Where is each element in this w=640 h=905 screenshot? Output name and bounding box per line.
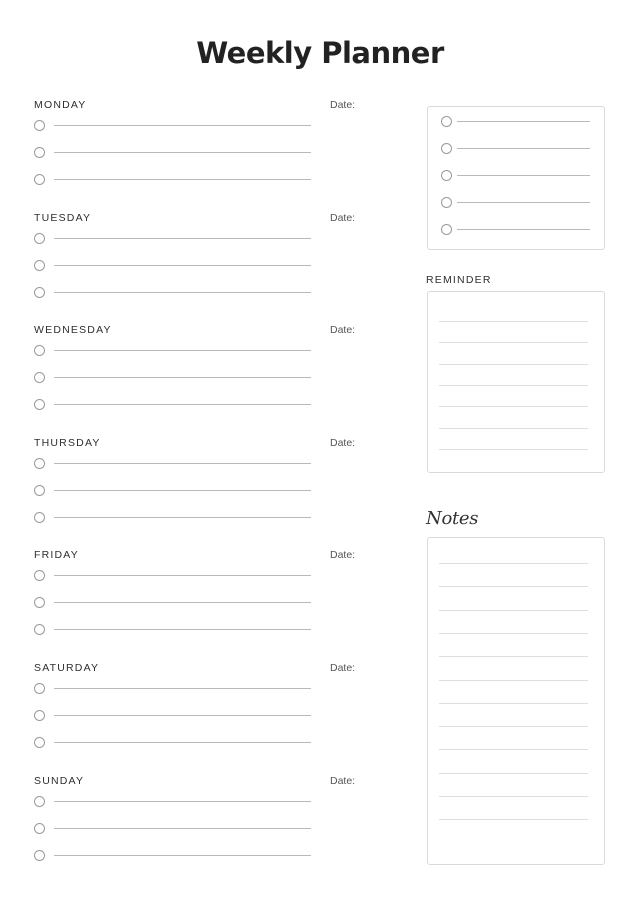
checkbox-circle[interactable] <box>34 120 45 131</box>
writing-line[interactable] <box>54 377 311 378</box>
writing-line[interactable] <box>54 350 311 351</box>
checklist-row <box>441 143 590 155</box>
writing-line[interactable] <box>54 292 311 293</box>
day-section-monday <box>0 99 420 211</box>
checklist-row <box>441 116 590 128</box>
day-name: TUESDAY <box>34 211 92 224</box>
checkbox-circle[interactable] <box>441 143 452 154</box>
checkbox-circle[interactable] <box>441 197 452 208</box>
checklist-box <box>427 106 605 250</box>
task-row <box>34 597 311 609</box>
writing-line[interactable] <box>54 152 311 153</box>
date-label: Date: <box>330 549 356 562</box>
writing-line[interactable] <box>54 404 311 405</box>
ruled-line[interactable] <box>439 342 588 343</box>
task-row <box>34 345 311 357</box>
ruled-line[interactable] <box>439 586 588 587</box>
checkbox-circle[interactable] <box>34 485 45 496</box>
task-row <box>34 737 311 749</box>
task-row <box>34 485 311 497</box>
task-row <box>34 570 311 582</box>
task-row <box>34 260 311 272</box>
date-label: Date: <box>330 436 356 449</box>
writing-line[interactable] <box>54 688 311 689</box>
reminder-label: REMINDER <box>426 274 492 286</box>
task-row <box>34 174 311 186</box>
checkbox-circle[interactable] <box>34 796 45 807</box>
checkbox-circle[interactable] <box>34 372 45 383</box>
checkbox-circle[interactable] <box>34 570 45 581</box>
checkbox-circle[interactable] <box>34 624 45 635</box>
task-row <box>34 512 311 524</box>
day-name: SUNDAY <box>34 774 85 787</box>
task-row <box>34 120 311 132</box>
writing-line[interactable] <box>54 490 311 491</box>
writing-line[interactable] <box>54 715 311 716</box>
checklist-row <box>441 170 590 182</box>
day-name: THURSDAY <box>34 436 101 449</box>
checkbox-circle[interactable] <box>441 116 452 127</box>
ruled-line[interactable] <box>439 796 588 797</box>
task-row <box>34 850 311 862</box>
ruled-line[interactable] <box>439 449 588 450</box>
ruled-line[interactable] <box>439 610 588 611</box>
writing-line[interactable] <box>54 179 311 180</box>
date-label: Date: <box>330 99 356 111</box>
writing-line[interactable] <box>54 742 311 743</box>
writing-line[interactable] <box>457 229 590 230</box>
ruled-line[interactable] <box>439 321 588 322</box>
checkbox-circle[interactable] <box>34 737 45 748</box>
checklist-row <box>441 224 590 236</box>
day-section-sunday <box>0 775 420 887</box>
ruled-line[interactable] <box>439 656 588 657</box>
page-title: Weekly Planner <box>196 36 444 70</box>
task-row <box>34 287 311 299</box>
task-row <box>34 796 311 808</box>
ruled-line[interactable] <box>439 563 588 564</box>
ruled-line[interactable] <box>439 726 588 727</box>
writing-line[interactable] <box>457 175 590 176</box>
writing-line[interactable] <box>457 148 590 149</box>
ruled-line[interactable] <box>439 364 588 365</box>
writing-line[interactable] <box>457 121 590 122</box>
writing-line[interactable] <box>54 517 311 518</box>
date-label: Date: <box>330 774 356 787</box>
checkbox-circle[interactable] <box>34 850 45 861</box>
writing-line[interactable] <box>457 202 590 203</box>
task-row <box>34 683 311 695</box>
ruled-line[interactable] <box>439 703 588 704</box>
checkbox-circle[interactable] <box>441 224 452 235</box>
day-section-thursday <box>0 437 420 549</box>
checkbox-circle[interactable] <box>34 823 45 834</box>
checkbox-circle[interactable] <box>34 260 45 271</box>
task-row <box>34 233 311 245</box>
ruled-line[interactable] <box>439 749 588 750</box>
checkbox-circle[interactable] <box>34 233 45 244</box>
day-name: MONDAY <box>34 99 87 111</box>
checkbox-circle[interactable] <box>34 287 45 298</box>
date-label: Date: <box>330 211 356 224</box>
task-row <box>34 823 311 835</box>
ruled-line[interactable] <box>439 428 588 429</box>
day-name: SATURDAY <box>34 662 100 674</box>
checklist-row <box>441 197 590 209</box>
writing-line[interactable] <box>54 801 311 802</box>
writing-line[interactable] <box>54 125 311 126</box>
checkbox-circle[interactable] <box>34 458 45 469</box>
task-row <box>34 458 311 470</box>
task-row <box>34 399 311 411</box>
writing-line[interactable] <box>54 629 311 630</box>
checkbox-circle[interactable] <box>34 345 45 356</box>
checkbox-circle[interactable] <box>34 710 45 721</box>
checkbox-circle[interactable] <box>441 170 452 181</box>
checkbox-circle[interactable] <box>34 597 45 608</box>
writing-line[interactable] <box>54 265 311 266</box>
checkbox-circle[interactable] <box>34 174 45 185</box>
day-name: WEDNESDAY <box>34 324 112 337</box>
ruled-line[interactable] <box>439 680 588 681</box>
day-section-friday <box>0 549 420 661</box>
date-label: Date: <box>330 324 356 337</box>
day-section-wednesday <box>0 324 420 436</box>
ruled-line[interactable] <box>439 819 588 820</box>
task-row <box>34 624 311 636</box>
writing-line[interactable] <box>54 602 311 603</box>
task-row <box>34 372 311 384</box>
writing-line[interactable] <box>54 575 311 576</box>
notes-title: Notes <box>426 508 479 529</box>
checkbox-circle[interactable] <box>34 683 45 694</box>
notes-box <box>427 537 605 865</box>
day-section-saturday <box>0 662 420 774</box>
task-row <box>34 147 311 159</box>
date-label: Date: <box>330 662 356 674</box>
checkbox-circle[interactable] <box>34 399 45 410</box>
task-row <box>34 710 311 722</box>
ruled-line[interactable] <box>439 406 588 407</box>
checkbox-circle[interactable] <box>34 147 45 158</box>
ruled-line[interactable] <box>439 773 588 774</box>
ruled-line[interactable] <box>439 633 588 634</box>
reminder-box <box>427 291 605 473</box>
writing-line[interactable] <box>54 855 311 856</box>
writing-line[interactable] <box>54 828 311 829</box>
writing-line[interactable] <box>54 463 311 464</box>
writing-line[interactable] <box>54 238 311 239</box>
checkbox-circle[interactable] <box>34 512 45 523</box>
day-section-tuesday <box>0 212 420 324</box>
ruled-line[interactable] <box>439 385 588 386</box>
day-name: FRIDAY <box>34 549 79 562</box>
